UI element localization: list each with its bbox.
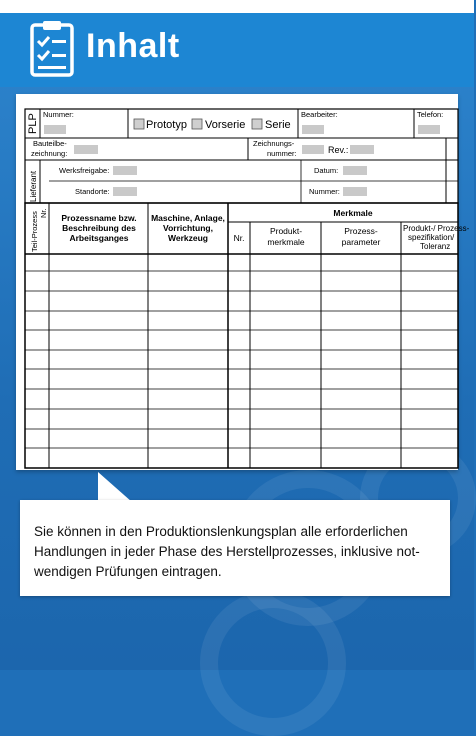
col-teilprozess-2: Nr. <box>39 208 48 218</box>
col-prozessparameter: Prozess- <box>344 226 378 236</box>
zeichnung-label-2: nummer: <box>267 149 297 158</box>
serie-checkbox <box>252 119 262 129</box>
bearbeiter-label: Bearbeiter: <box>301 110 338 119</box>
info-callout <box>20 500 450 596</box>
callout-text: Sie können in den Produktionslenkungsplan alle erforderlichen Handlungen in jeder Phase des Herstellprozesses, inklusive not-wendigen Prüfungen eintragen. <box>34 524 420 579</box>
telefon-label: Telefon: <box>417 110 444 119</box>
nummer-label: Nummer: <box>43 110 74 119</box>
lieferant-label: Lieferant <box>29 170 38 202</box>
page-title: Inhalt <box>86 27 180 65</box>
col-maschine: Maschine, Anlage, <box>151 213 225 223</box>
col-maschine-3: Werkzeug <box>168 233 208 243</box>
callout-pointer <box>98 472 132 502</box>
col-prozessname-2: Beschreibung des <box>62 223 136 233</box>
datum-label: Datum: <box>314 166 339 175</box>
werksfreigabe-label: Werksfreigabe: <box>59 166 110 175</box>
standorte-label: Standorte: <box>75 187 110 196</box>
col-teilprozess: Teil-Prozess <box>30 211 39 252</box>
col-spezifikation: Produkt-/ Prozess- <box>403 224 470 233</box>
form-grid <box>16 94 470 470</box>
prototyp-checkbox <box>134 119 144 129</box>
bauteil-label-2: zeichnung: <box>31 149 68 158</box>
col-spezifikation-2: spezifikation/ <box>408 233 455 242</box>
nummer-label-2: Nummer: <box>309 187 340 196</box>
header-bar <box>0 13 474 87</box>
vorserie-label: Vorserie <box>205 119 246 131</box>
bauteil-label: Bauteilbe- <box>33 139 67 148</box>
col-prozessname-3: Arbeitsganges <box>69 233 129 243</box>
serie-label: Serie <box>265 119 291 131</box>
col-produktmerkmale: Produkt- <box>269 226 303 236</box>
prototyp-label: Prototyp <box>146 119 187 131</box>
col-produktmerkmale-2: merkmale <box>267 237 305 247</box>
top-band <box>0 0 474 13</box>
clipboard-checklist-icon <box>28 19 76 79</box>
col-maschine-2: Vorrichtung, <box>163 223 213 233</box>
merkmale-header: Merkmale <box>333 208 373 218</box>
col-prozessparameter-2: parameter <box>341 237 381 247</box>
plp-label: PLP <box>27 113 39 134</box>
col-spezifikation-3: Toleranz <box>420 242 451 251</box>
zeichnung-label: Zeichnungs- <box>253 139 295 148</box>
gear-decoration <box>200 590 346 736</box>
production-control-plan-form <box>16 94 470 470</box>
col-nr: Nr. <box>233 233 245 243</box>
col-prozessname: Prozessname bzw. <box>61 213 137 223</box>
rev-label: Rev.: <box>328 145 349 155</box>
vorserie-checkbox <box>192 119 202 129</box>
